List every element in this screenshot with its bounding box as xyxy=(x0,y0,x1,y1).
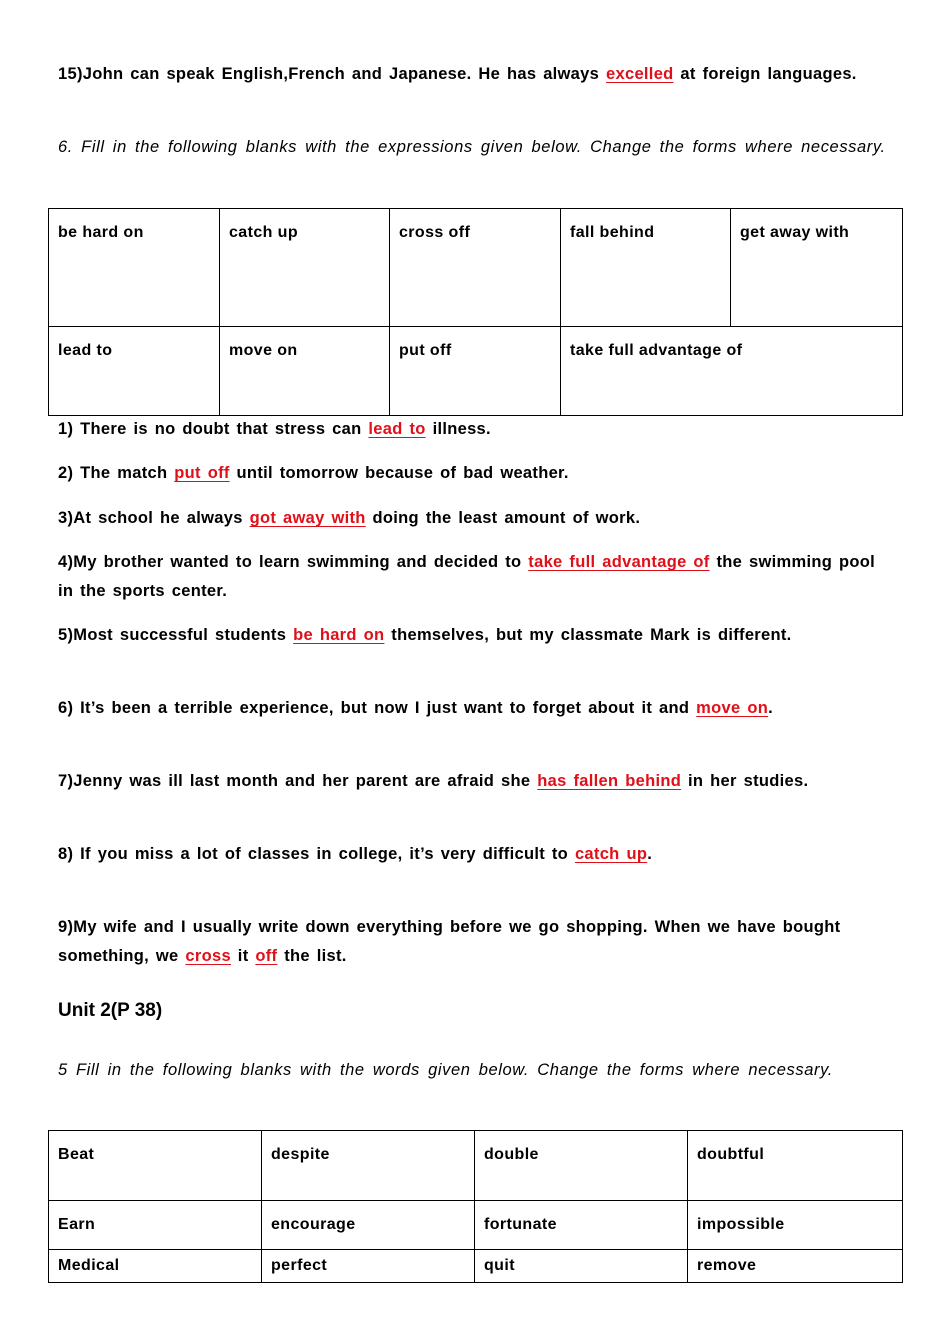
word-cell: double xyxy=(475,1131,688,1201)
sentence-8 xyxy=(58,840,894,869)
sentence-text: the list. xyxy=(277,947,347,965)
sentence-text: 4)My brother wanted to learn swimming and decided to xyxy=(58,553,529,571)
question-15 xyxy=(58,60,894,89)
phrase-cell: be hard on xyxy=(49,209,220,327)
phrase-table-row xyxy=(49,327,903,416)
sentence-text: 5)Most successful students xyxy=(58,626,294,644)
phrase-cell: take full advantage of xyxy=(561,327,903,416)
answer-text: off xyxy=(255,947,278,965)
answer-text: be hard on xyxy=(293,626,385,644)
phrase-cell: put off xyxy=(390,327,561,416)
word-cell: remove xyxy=(688,1250,903,1283)
sentence-text: it xyxy=(230,947,256,965)
phrase-table xyxy=(48,208,903,416)
question-15-text: 15)John can speak English,French and Japanese. He has always xyxy=(58,65,607,83)
word-cell: encourage xyxy=(262,1201,475,1250)
sentence-2 xyxy=(58,459,894,488)
sentence-text: 1) There is no doubt that stress can xyxy=(58,420,369,438)
answer-text: catch up xyxy=(574,845,648,863)
word-cell: impossible xyxy=(688,1201,903,1250)
phrase-cell: cross off xyxy=(390,209,561,327)
word-cell: Medical xyxy=(49,1250,262,1283)
answer-text: cross xyxy=(185,947,231,965)
answer-text: got away with xyxy=(249,509,366,527)
sentence-7 xyxy=(58,767,894,796)
sentence-text: 8) If you miss a lot of classes in college, it’s very difficult to xyxy=(58,845,575,863)
sentence-text: 9)My wife and I usually write down everything before we go shopping. When we have bought something, we xyxy=(58,918,841,965)
sentence-6 xyxy=(58,694,894,723)
sentence-text: until tomorrow because of bad weather. xyxy=(229,464,569,482)
word-cell: perfect xyxy=(262,1250,475,1283)
phrase-table-row xyxy=(49,209,903,327)
unit-2-instruction: 5 Fill in the following blanks with the words given below. Change the forms where necessary. xyxy=(58,1061,833,1079)
sentence-text: illness. xyxy=(425,420,491,438)
answer-text: take full advantage of xyxy=(528,553,710,571)
word-cell: despite xyxy=(262,1131,475,1201)
sentence-text: . xyxy=(647,845,653,863)
answer-text: put off xyxy=(174,464,230,482)
section-6-instruction: 6. Fill in the following blanks with the expressions given below. Change the forms where necessary. xyxy=(58,138,886,156)
sentence-text: 2) The match xyxy=(58,464,175,482)
word-cell: Beat xyxy=(49,1131,262,1201)
phrase-cell: lead to xyxy=(49,327,220,416)
sentence-text: 3)At school he always xyxy=(58,509,250,527)
word-table-row xyxy=(49,1250,903,1283)
word-table-row xyxy=(49,1131,903,1201)
phrase-cell: get away with xyxy=(731,209,903,327)
question-15-text-end: at foreign languages. xyxy=(673,65,857,83)
sentence-text: 6) It’s been a terrible experience, but now I just want to forget about it and xyxy=(58,699,697,717)
sentence-text: the swimming pool in the sports center. xyxy=(58,553,876,600)
sentence-1 xyxy=(58,415,894,444)
word-table xyxy=(48,1130,903,1283)
word-cell: quit xyxy=(475,1250,688,1283)
sentence-text: 7)Jenny was ill last month and her parent are afraid she xyxy=(58,772,538,790)
unit-2-heading: Unit 2(P 38) xyxy=(58,1000,163,1021)
word-table-row xyxy=(49,1201,903,1250)
answer-text: has fallen behind xyxy=(537,772,682,790)
sentence-text: . xyxy=(768,699,774,717)
sentence-text: in her studies. xyxy=(681,772,809,790)
word-cell: doubtful xyxy=(688,1131,903,1201)
word-cell: fortunate xyxy=(475,1201,688,1250)
answer-text: move on xyxy=(696,699,769,717)
phrase-cell: fall behind xyxy=(561,209,731,327)
phrase-cell: move on xyxy=(220,327,390,416)
answer-text: lead to xyxy=(368,420,426,438)
sentence-3 xyxy=(58,504,894,533)
sentence-9 xyxy=(58,913,894,971)
phrase-cell: catch up xyxy=(220,209,390,327)
sentence-text: doing the least amount of work. xyxy=(365,509,641,527)
sentence-text: themselves, but my classmate Mark is different. xyxy=(384,626,792,644)
question-15-answer: excelled xyxy=(606,65,674,83)
sentence-4 xyxy=(58,548,894,606)
word-cell: Earn xyxy=(49,1201,262,1250)
sentence-5 xyxy=(58,621,894,650)
